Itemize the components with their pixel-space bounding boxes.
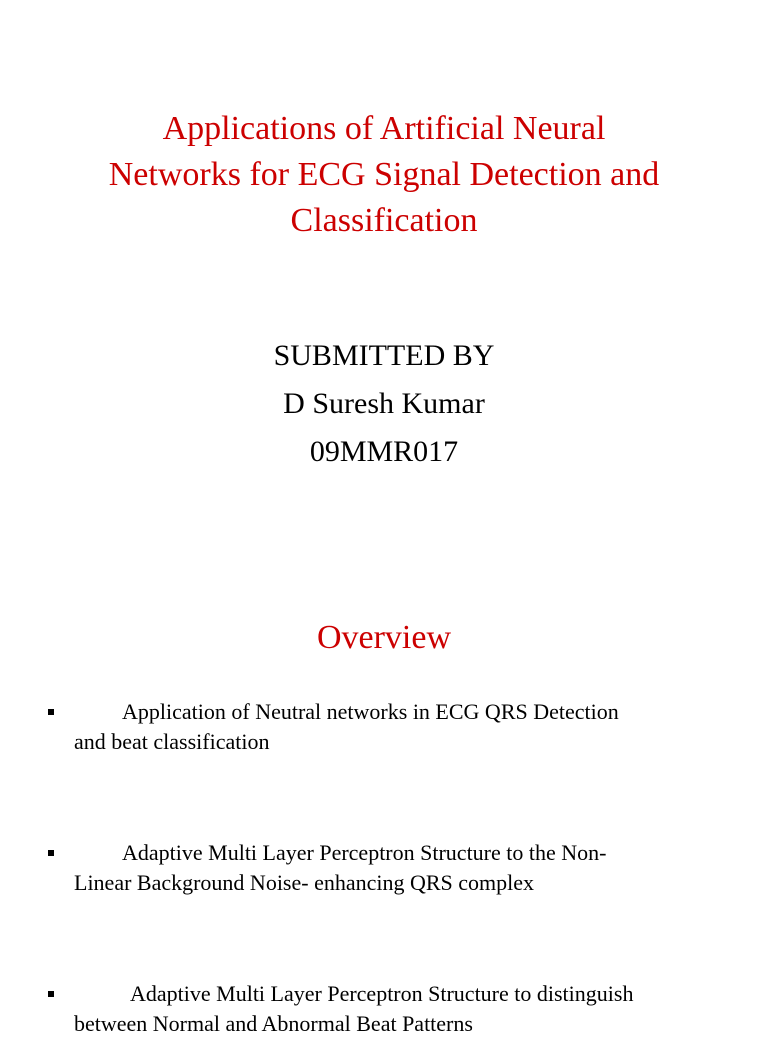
slide-title-line: Networks for ECG Signal Detection and [108,156,660,193]
bullet-text-line: Adaptive Multi Layer Perceptron Structure to the Non- [122,840,607,865]
slide-title-line: Classification [290,202,478,239]
slide-title [40,106,728,244]
bullet-text-line: Adaptive Multi Layer Perceptron Structure to distinguish [130,981,634,1006]
submission-block [0,332,768,476]
bullet-text [74,979,728,1039]
bullet-item [48,838,728,898]
bullet-text-line: Application of Neutral networks in ECG QRS Detection [122,699,619,724]
roll-number: 09MMR017 [309,435,459,468]
bullet-text [74,697,728,757]
bullet-item [48,697,728,757]
submitted-by-label: SUBMITTED BY [273,339,495,372]
author-name: D Suresh Kumar [283,387,485,420]
slide-title-line: Applications of Artificial Neural [162,110,606,147]
square-bullet-icon [48,709,54,715]
bullet-text-line: and beat classification [74,729,270,754]
bullet-item [48,979,728,1039]
bullet-text [74,838,728,898]
overview-heading: Overview [316,619,452,656]
square-bullet-icon [48,991,54,997]
bullet-text-line: Linear Background Noise- enhancing QRS complex [74,870,535,895]
bullet-text-line: between Normal and Abnormal Beat Patterns [74,1011,473,1036]
square-bullet-icon [48,850,54,856]
